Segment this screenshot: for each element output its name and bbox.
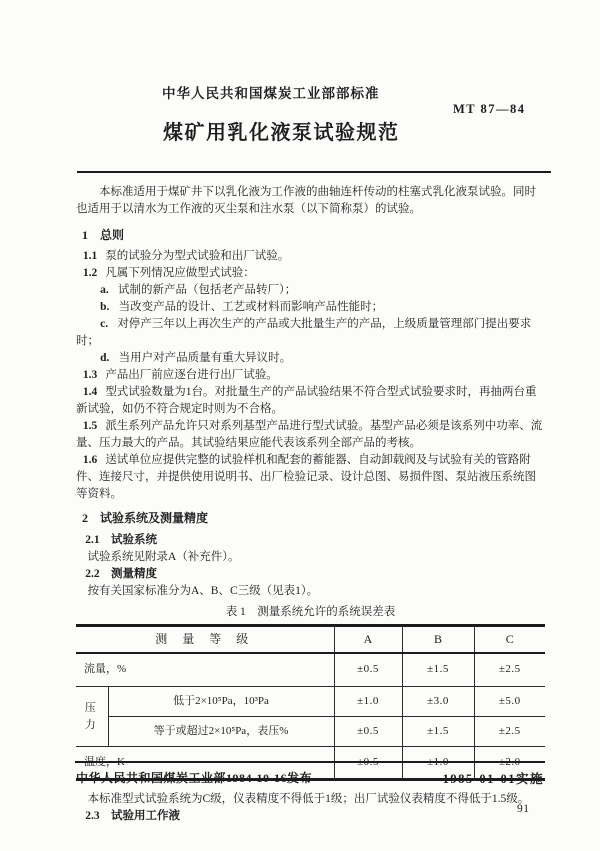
table-header-row [76,626,545,653]
section-2-2-text: 按有关国家标准分为A、B、C三级（见表1）。 [87,585,319,597]
clause-1-6 [76,452,545,503]
section-2-2-heading: 2.2 测量精度 [85,568,158,580]
cell-flow-b: ±1.5 [402,653,474,687]
clause-text: 送试单位应提供完整的试验样机和配套的蓄能器、自动卸载阀及与试验有关的管路附件、连接尺寸，并提供使用说明书、出厂检验记录、设计总图、易损件图、泵站液压系统图等资料。 [76,454,536,500]
list-item-d [76,350,545,367]
row-label-pressure-high: 等于或超过2×10⁵Pa，表压% [108,717,334,747]
document-title: 煤矿用乳化液泵试验规范 [163,122,400,144]
clause-1-3 [76,367,545,384]
clause-number: 1.6 [82,454,98,466]
footer-divider [75,761,545,763]
document-body [76,184,545,825]
cell-pressure-low-b: ±3.0 [402,687,474,717]
cell-flow-c: ±2.5 [474,653,545,687]
clause-number: 1.5 [82,420,98,432]
cell-pressure-low-c: ±5.0 [474,687,545,717]
cell-pressure-high-a: ±0.5 [334,717,402,747]
item-text: 当用户对产品质量有重大异议时。 [118,352,292,364]
table-header-col-a: A [334,626,402,653]
section-2-3-heading: 2.3 试验用工作液 [85,810,181,822]
standard-org-line: 中华人民共和国煤炭工业部部标准 [162,86,380,101]
clause-number: 1.3 [82,369,98,381]
table-header-col-c: C [474,626,545,653]
table-1-caption: 表 1 测量系统允许的系统误差表 [225,606,396,618]
clause-text: 派生系列产品允许只对系列基型产品进行型式试验。基型产品必须是该系列中功率、流量、压力最大的产品。其试验结果应能代表该系列全部产品的考核。 [76,420,543,449]
intro-paragraph: 本标准适用于煤矿井下以乳化液为工作液的曲轴连杆传动的柱塞式乳化液泵试验。同时也适用于以清水为工作液的灭尘泵和注水泵（以下简称泵）的试验。 [76,186,536,215]
table-row-flow [76,653,545,687]
header-divider [77,171,551,173]
table-row-pressure-high [76,717,545,747]
page-number: 91 [517,803,530,815]
table-1-measurement-error [76,624,545,781]
cell-pressure-high-c: ±2.5 [474,717,545,747]
clause-text: 产品出厂前应逐台进行出厂试验。 [105,369,278,381]
list-item-a [76,282,545,299]
list-item-b [76,299,545,316]
section-2-1-text: 试验系统见附录A（补充件）。 [87,551,240,563]
clause-number: 1.2 [82,267,98,279]
item-text: 对停产三年以上再次生产的产品或大批量生产的产品，上级质量管理部门提出要求时； [76,318,532,347]
clause-text: 型式试验数量为1台。对批量生产的产品试验结果不符合型式试验要求时，再抽两台重新试验，如仍不符合规定时则为不合格。 [76,386,537,415]
clause-text: 泵的试验分为型式试验和出厂试验。 [105,250,290,262]
list-item-c [76,316,545,350]
clause-text: 凡属下列情况应做型式试验： [105,267,255,279]
cell-pressure-high-b: ±1.5 [402,717,474,747]
item-text: 试制的新产品（包括老产品转厂）； [117,284,297,296]
table-row-pressure-low [76,687,545,717]
clause-number: 1.4 [82,386,98,398]
standard-code: MT 87—84 [453,102,526,116]
cell-temp-a [334,747,402,780]
item-letter: d. [100,352,110,364]
item-letter: a. [100,284,109,296]
cell-pressure-low-a: ±1.0 [334,687,402,717]
table-header-col-b: B [402,626,474,653]
clause-1-2 [76,265,545,282]
table-note: 本标准型式试验系统为C级，仪表精度不得低于1级；出厂试验仪表精度不得低于1.5级。 [87,793,530,805]
row-label-pressure-low: 低于2×10⁵Pa，10³Pa [108,687,334,717]
clause-number: 1.1 [82,250,98,262]
section-2-heading: 2 试验系统及测量精度 [82,511,209,525]
table-header-measure-grade: 测 量 等 级 [76,626,334,653]
item-text: 当改变产品的设计、工艺或材料而影响产品性能时； [118,301,384,313]
clause-1-4 [76,384,545,418]
row-label-flow: 流量，% [76,653,334,687]
footer-effective-date: 1985-01-01实施 [442,772,544,786]
footer-issued-date: 中华人民共和国煤炭工业部1984-10-16发布 [76,771,312,785]
row-group-pressure: 压 力 [76,687,108,747]
section-1-heading: 1 总则 [82,228,125,242]
item-letter: c. [100,318,109,330]
section-2-1-heading: 2.1 试验系统 [85,534,158,546]
clause-1-1 [76,248,545,265]
clause-1-5 [76,418,545,452]
cell-flow-a: ±0.5 [334,653,402,687]
item-letter: b. [100,301,110,313]
